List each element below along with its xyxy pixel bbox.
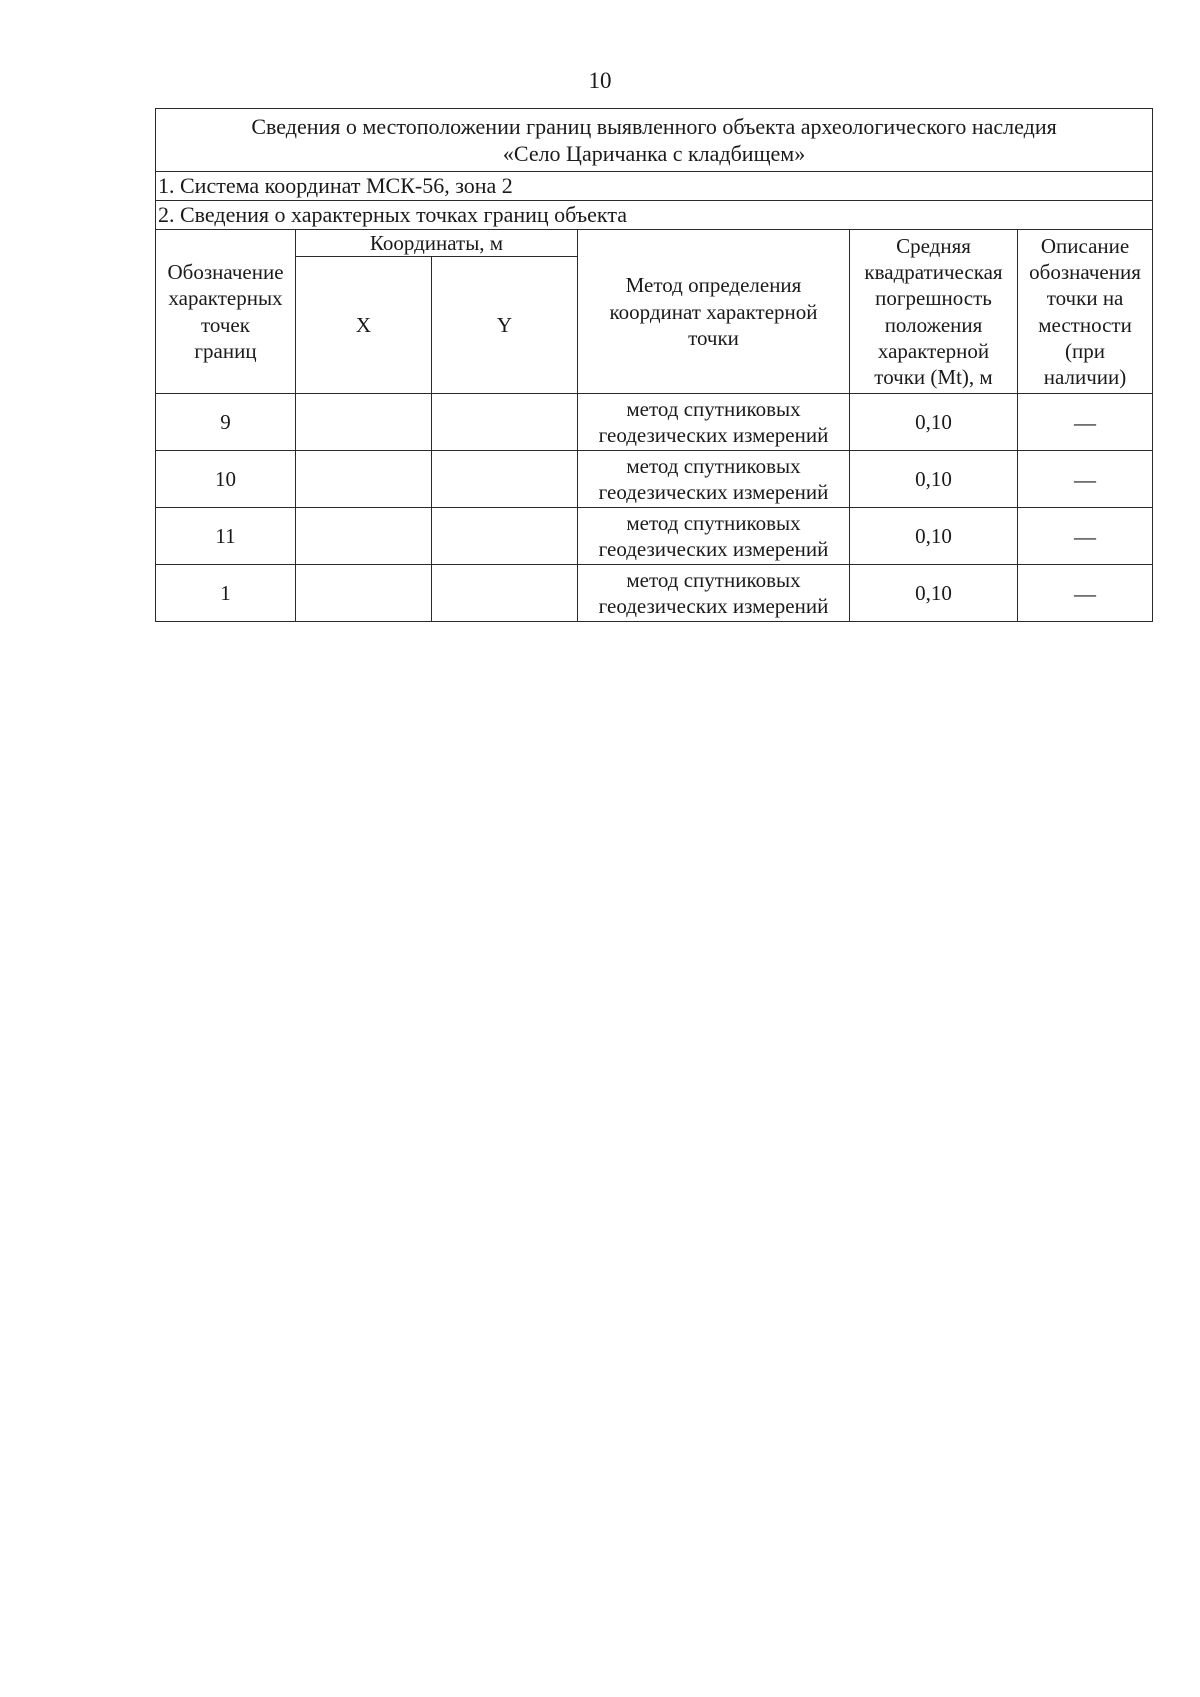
description-value: — xyxy=(1018,565,1153,622)
coordinate-x xyxy=(296,565,432,622)
header-error-line: положения xyxy=(884,312,983,337)
point-number: 1 xyxy=(156,565,296,622)
header-error-line: точки (Mt), м xyxy=(874,365,993,390)
description-value: — xyxy=(1018,451,1153,508)
method-line: геодезических измерений xyxy=(598,423,829,448)
description-value: — xyxy=(1018,508,1153,565)
method-cell xyxy=(578,508,850,565)
header-description-line: точки на xyxy=(1046,286,1124,311)
method-cell xyxy=(578,394,850,451)
method-line: геодезических измерений xyxy=(598,480,829,505)
header-x: X xyxy=(296,257,432,394)
coordinate-x xyxy=(296,508,432,565)
boundary-points-table xyxy=(155,108,1153,622)
coordinate-x xyxy=(296,451,432,508)
header-description-line: (при xyxy=(1065,338,1106,363)
header-description-line: обозначения xyxy=(1029,260,1141,285)
header-description-line: Описание xyxy=(1040,233,1130,258)
table-title-line-2: «Село Царичанка с кладбищем» xyxy=(502,141,806,166)
error-value: 0,10 xyxy=(850,565,1018,622)
method-line: геодезических измерений xyxy=(598,537,829,562)
point-number: 9 xyxy=(156,394,296,451)
method-line: метод спутниковых xyxy=(626,568,801,592)
error-value: 0,10 xyxy=(850,451,1018,508)
header-method-line: точки xyxy=(688,325,739,350)
header-method-line: координат характерной xyxy=(609,299,818,324)
header-designation xyxy=(156,230,296,394)
header-designation-line: границ xyxy=(194,338,257,363)
page-number: 10 xyxy=(588,68,612,93)
coordinate-y xyxy=(432,451,578,508)
header-designation-line: Обозначение xyxy=(167,260,284,285)
header-description-line: местности xyxy=(1038,312,1132,337)
table-row xyxy=(156,508,1153,565)
header-description xyxy=(1018,230,1153,394)
points-section-row xyxy=(156,201,1153,230)
header-designation-line: характерных xyxy=(168,286,283,311)
method-cell xyxy=(578,451,850,508)
method-line: метод спутниковых xyxy=(626,397,801,421)
table-row xyxy=(156,394,1153,451)
header-error xyxy=(850,230,1018,394)
method-line: метод спутниковых xyxy=(626,511,801,535)
header-error-line: квадратическая xyxy=(864,260,1003,285)
header-coordinates: Координаты, м xyxy=(296,230,578,257)
table-title-row xyxy=(156,109,1153,172)
error-value: 0,10 xyxy=(850,394,1018,451)
coordinate-y xyxy=(432,565,578,622)
header-description-line: наличии) xyxy=(1043,365,1127,390)
table-row xyxy=(156,451,1153,508)
table-title xyxy=(156,109,1153,172)
table-row xyxy=(156,565,1153,622)
coordinate-system-row xyxy=(156,172,1153,201)
header-method-line: Метод определения xyxy=(625,273,802,298)
header-error-line: Средняя xyxy=(896,233,971,258)
coordinate-x xyxy=(296,394,432,451)
point-number: 11 xyxy=(156,508,296,565)
method-line: геодезических измерений xyxy=(598,594,829,619)
description-value: — xyxy=(1018,394,1153,451)
method-cell xyxy=(578,565,850,622)
error-value: 0,10 xyxy=(850,508,1018,565)
header-designation-line: точек xyxy=(201,312,250,337)
points-section-text: 2. Сведения о характерных точках границ объекта xyxy=(156,201,1153,230)
header-method xyxy=(578,230,850,394)
header-y: Y xyxy=(432,257,578,394)
header-error-line: характерной xyxy=(877,338,990,363)
header-row-top xyxy=(156,230,1153,257)
table-title-line-1: Сведения о местоположении границ выявленного объекта археологического наследия xyxy=(251,113,1057,139)
point-number: 10 xyxy=(156,451,296,508)
coordinate-system-text: 1. Система координат МСК-56, зона 2 xyxy=(156,172,1153,201)
coordinate-y xyxy=(432,394,578,451)
coordinate-y xyxy=(432,508,578,565)
header-error-line: погрешность xyxy=(875,286,992,311)
method-line: метод спутниковых xyxy=(626,454,801,478)
